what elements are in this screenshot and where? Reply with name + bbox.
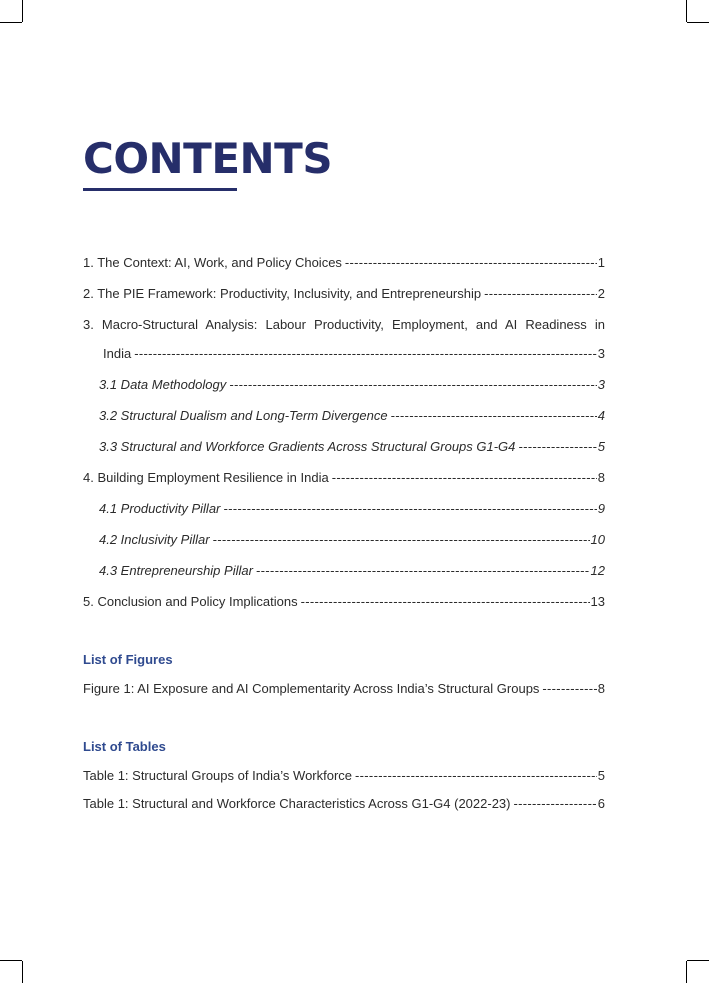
table-page-number: 6	[597, 796, 605, 811]
dot-leader	[542, 680, 596, 698]
toc-entry-label: 5. Conclusion and Policy Implications	[83, 594, 298, 609]
dot-leader	[518, 438, 596, 456]
crop-mark-bottom-left-v	[22, 961, 23, 983]
toc-entry-3-3[interactable]	[99, 438, 605, 456]
toc-page-number: 13	[590, 594, 605, 609]
toc-page-number: 8	[597, 470, 605, 485]
dot-leader	[355, 767, 597, 785]
dot-leader	[229, 376, 597, 394]
toc-entry-label: 4.1 Productivity Pillar	[99, 501, 221, 516]
table-entry-label: Table 1: Structural and Workforce Characteristics Across G1-G4 (2022-23)	[83, 796, 511, 811]
toc-entry-4-3[interactable]	[99, 562, 605, 580]
figure-entry-1[interactable]	[83, 680, 605, 698]
dot-leader	[484, 285, 597, 303]
table-entry-label: Table 1: Structural Groups of India’s Workforce	[83, 768, 353, 783]
toc-page-number: 1	[597, 255, 605, 270]
figure-entry-label: Figure 1: AI Exposure and AI Complementarity Across India’s Structural Groups	[83, 681, 540, 696]
dot-leader	[213, 531, 590, 549]
toc-page-number: 12	[590, 563, 605, 578]
toc-entry-label: 3.3 Structural and Workforce Gradients Across Structural Groups G1-G4	[99, 439, 516, 454]
dot-leader	[301, 593, 590, 611]
toc-entry-label: 2. The PIE Framework: Productivity, Inclusivity, and Entrepreneurship	[83, 286, 482, 301]
toc-entry-3-1[interactable]	[99, 376, 605, 394]
toc-page-number: 3	[597, 346, 605, 361]
crop-mark-top-left-h	[0, 22, 22, 23]
table-entry-2[interactable]	[83, 795, 605, 813]
list-of-tables-heading: List of Tables	[83, 739, 166, 754]
toc-entry-4-1[interactable]	[99, 500, 605, 518]
toc-entry-3-line-1[interactable]: 3. Macro-Structural Analysis: Labour Productivity, Employment, and AI Readiness in	[83, 317, 605, 332]
table-entry-1[interactable]	[83, 767, 605, 785]
dot-leader	[223, 500, 596, 518]
dot-leader	[332, 469, 597, 487]
toc-page-number: 2	[597, 286, 605, 301]
table-page-number: 5	[597, 768, 605, 783]
toc-entry-label: 4.2 Inclusivity Pillar	[99, 532, 210, 547]
toc-page-number: 5	[597, 439, 605, 454]
toc-entry-3-line-2[interactable]	[103, 345, 605, 363]
crop-mark-top-right-h	[687, 22, 709, 23]
toc-entry-label: India	[103, 346, 132, 361]
crop-mark-bottom-left-h	[0, 960, 22, 961]
toc-entry-label: 4. Building Employment Resilience in India	[83, 470, 329, 485]
toc-page-number: 4	[597, 408, 605, 423]
toc-page-number: 3	[597, 377, 605, 392]
list-of-figures-heading: List of Figures	[83, 652, 173, 667]
crop-mark-top-right-v	[686, 0, 687, 22]
toc-entry-label: 3.1 Data Methodology	[99, 377, 227, 392]
toc-page-number: 9	[597, 501, 605, 516]
page-title: CONTENTS	[83, 134, 333, 183]
toc-entry-3-2[interactable]	[99, 407, 605, 425]
dot-leader	[391, 407, 597, 425]
figure-page-number: 8	[597, 681, 605, 696]
crop-mark-bottom-right-h	[687, 960, 709, 961]
crop-mark-top-left-v	[22, 0, 23, 22]
toc-entry-5[interactable]	[83, 593, 605, 611]
dot-leader	[514, 795, 597, 813]
title-underline	[83, 188, 237, 191]
dot-leader	[345, 254, 597, 272]
crop-mark-bottom-right-v	[686, 961, 687, 983]
dot-leader	[134, 345, 597, 363]
toc-entry-2[interactable]	[83, 285, 605, 303]
toc-entry-label: 4.3 Entrepreneurship Pillar	[99, 563, 253, 578]
toc-entry-label: 3.2 Structural Dualism and Long-Term Divergence	[99, 408, 388, 423]
toc-entry-4-2[interactable]	[99, 531, 605, 549]
toc-entry-1[interactable]	[83, 254, 605, 272]
dot-leader	[256, 562, 590, 580]
toc-entry-label: 1. The Context: AI, Work, and Policy Choices	[83, 255, 342, 270]
toc-page-number: 10	[590, 532, 605, 547]
toc-entry-4[interactable]	[83, 469, 605, 487]
